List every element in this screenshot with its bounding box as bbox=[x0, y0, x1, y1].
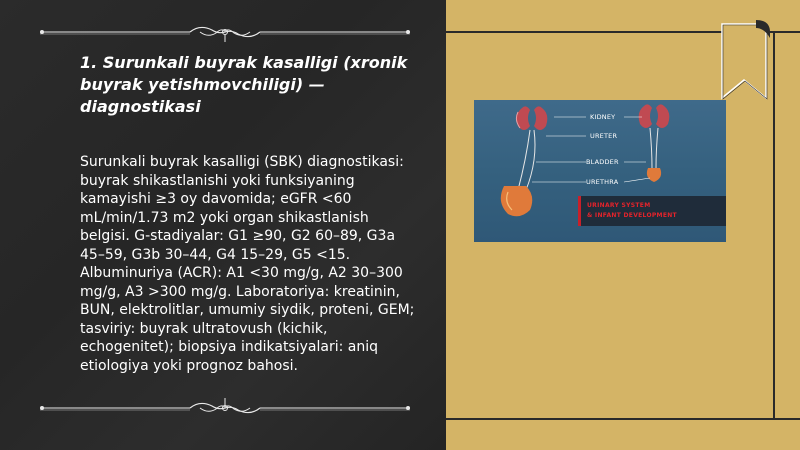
bookmark-ribbon-icon bbox=[718, 20, 770, 102]
slide-body: Surunkali buyrak kasalligi (SBK) diagnostikasi: buyrak shikastlanishi yoki funksiyaning kamayishi ≥3 oy davomida; eGFR <60 mL/min/1.73 m2 yoki organ shikastlanish belgisi. G-stadiyalar: G1 ≥90, G2 60–89, G3a 45–59, G3b 30–44, G4 15–29, G5 <15. Albuminuriya (ACR): A1 <30 mg/g, A2 30–300 mg/g, A3 >300 mg/g. Laboratoriya: kreatinin, BUN, elektrolitlar, umumiy siydik, proteni, GEM; tasviriy: buyrak ultratovush (kichik, echogenitet); biopsiya indikatsiyalari: aniq etiologiya yoki prognoz bahosi. bbox=[80, 154, 415, 374]
figure-banner-line-1: URINARY SYSTEM bbox=[587, 202, 651, 209]
divider-vertical bbox=[773, 31, 775, 418]
figure-label-ureter: URETER bbox=[590, 132, 618, 140]
figure-label-urethra: URETHRA bbox=[586, 178, 619, 186]
urinary-system-figure bbox=[474, 100, 726, 242]
figure-banner-line-2: & INFANT DEVELOPMENT bbox=[587, 212, 677, 219]
figure-label-bladder: BLADDER bbox=[586, 158, 619, 166]
ornament-flourish-icon bbox=[40, 398, 410, 418]
figure-banner bbox=[578, 196, 726, 226]
ornament-flourish-icon bbox=[40, 22, 410, 42]
figure-label-kidney: KIDNEY bbox=[590, 113, 616, 121]
divider-bottom bbox=[446, 418, 800, 420]
slide-title: 1. Surunkali buyrak kasalligi (xronik buyrak yetishmovchiligi) — diagnostikasi bbox=[80, 53, 408, 116]
